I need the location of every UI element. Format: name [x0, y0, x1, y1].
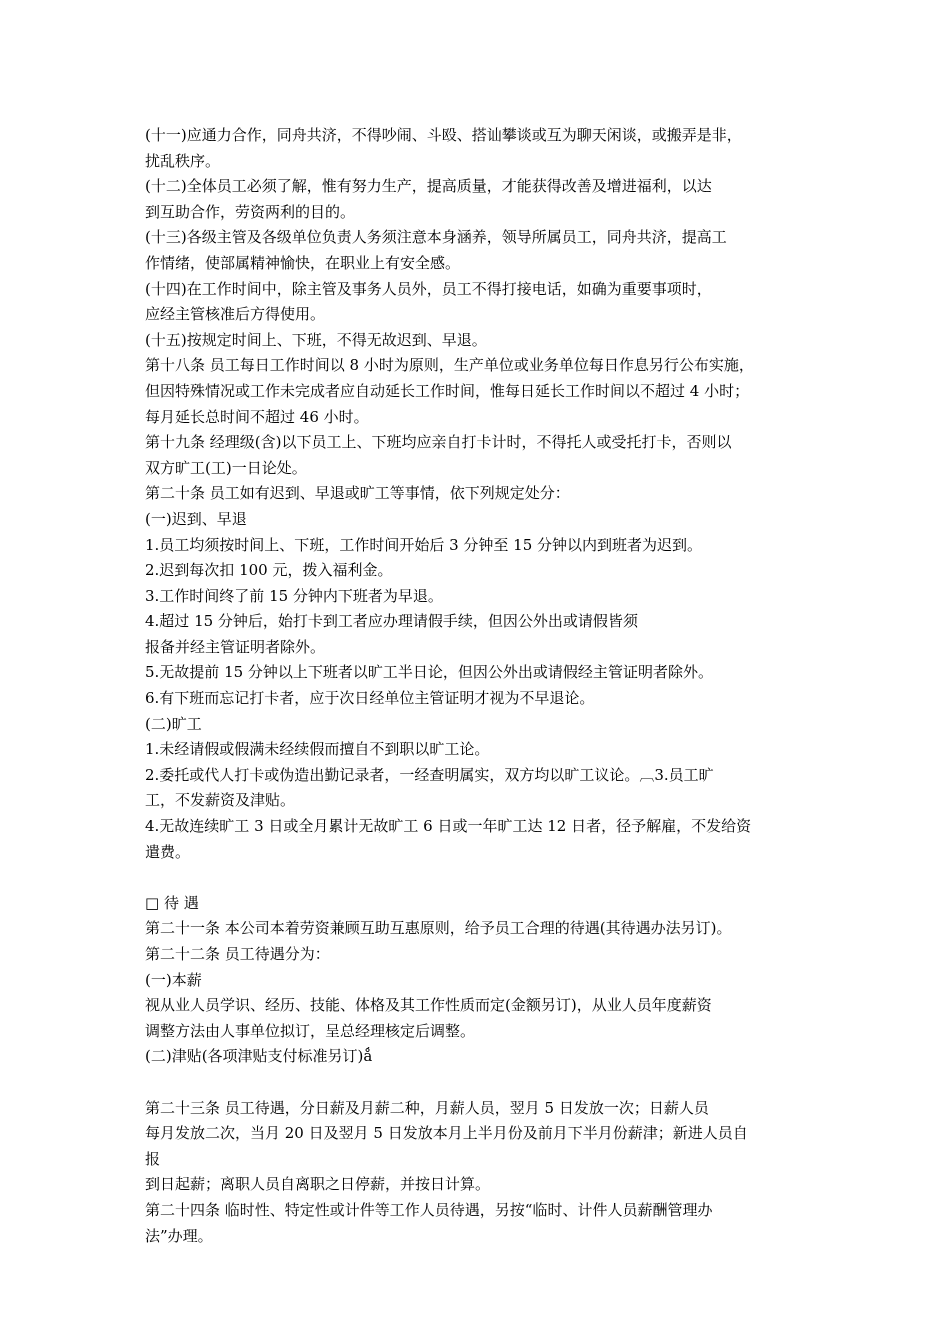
text-line: 2.迟到每次扣 100 元，拨入福利金。 — [145, 561, 393, 580]
text-line: 第二十二条 员工待遇分为： — [145, 945, 330, 963]
text-line: (一)本薪 — [145, 970, 202, 989]
text-line: (十四)在工作时间中，除主管及事务人员外，员工不得打接电话，如确为重要事项时， — [145, 279, 712, 298]
text-line: (二)津贴(各项津贴支付标准另订)ǻ — [145, 1047, 373, 1066]
text-line: 调整方法由人事单位拟订，呈总经理核定后调整。 — [145, 1021, 476, 1040]
section-heading: □ 待 遇 — [145, 893, 199, 912]
text-line: 到日起薪；离职人员自离职之日停薪，并按日计算。 — [145, 1175, 491, 1194]
text-line: 第二十条 员工如有迟到、早退或旷工等事情，依下列规定处分： — [145, 484, 570, 503]
text-line: 2.委托或代人打卡或伪造出勤记录者，一经查明属实，双方均以旷工议论。︹3.员工旷 — [145, 765, 714, 784]
text-line: 4.超过 15 分钟后，始打卡到工者应办理请假手续，但因公外出或请假皆须 — [145, 612, 638, 631]
text-line: 到互助合作，劳资两利的目的。 — [145, 202, 356, 221]
text-line: (十三)各级主管及各级单位负责人务须注意本身涵养，领导所属员工，同舟共济，提高工 — [145, 228, 727, 247]
text-line: 但因特殊情况或工作未完成者应自动延长工作时间，惟每日延长工作时间以不超过 4 小时； — [145, 381, 750, 400]
text-line: 第二十一条 本公司本着劳资兼顾互助互惠原则，给予员工合理的待遇(其待遇办法另订)。 — [145, 919, 732, 938]
text-block-payroll — [145, 1096, 825, 1250]
text-line: 第十九条 经理级(含)以下员工上、下班均应亲自打卡计时，不得托人或受托打卡，否则以 — [145, 433, 732, 452]
paragraph-spacer — [145, 865, 825, 891]
text-line: (十二)全体员工必须了解，惟有努力生产，提高质量，才能获得改善及增进福利，以达 — [145, 177, 712, 196]
text-line: 每月发放二次，当月 20 日及翌月 5 日发放本月上半月份及前月下半月份薪津；新进人员自 — [145, 1124, 748, 1143]
text-line: 第十八条 员工每日工作时间以 8 小时为原则，生产单位或业务单位每日作息另行公布实施， — [145, 356, 754, 375]
text-line: 报 — [145, 1149, 161, 1168]
text-line: 作情绪，使部属精神愉快，在职业上有安全感。 — [145, 253, 461, 272]
text-line: (十五)按规定时间上、下班，不得无故迟到、早退。 — [145, 330, 487, 349]
text-line: (十一)应通力合作，同舟共济，不得吵闹、斗殴、搭讪攀谈或互为聊天闲谈，或搬弄是非， — [145, 126, 742, 144]
text-line: 每月延长总时间不超过 46 小时。 — [145, 407, 369, 426]
text-line: 工，不发薪资及津贴。 — [145, 791, 296, 810]
text-line: 遣费。 — [145, 842, 191, 861]
text-line: 应经主管核准后方得使用。 — [145, 305, 326, 324]
text-line: (一)迟到、早退 — [145, 509, 247, 528]
text-line: 视从业人员学识、经历、技能、体格及其工作性质而定(金额另订)，从业人员年度薪资 — [145, 996, 712, 1015]
text-line: 1.未经请假或假满未经续假而擅自不到职以旷工论。 — [145, 740, 490, 759]
text-line: 6.有下班而忘记打卡者，应于次日经单位主管证明才视为不早退论。 — [145, 689, 595, 708]
text-line: 5.无故提前 15 分钟以上下班者以旷工半日论，但因公外出或请假经主管证明者除外。 — [145, 663, 713, 682]
text-line: 报备并经主管证明者除外。 — [145, 637, 326, 656]
text-block-attendance — [145, 123, 825, 865]
document-body — [145, 123, 825, 1249]
text-line: 4.无故连续旷工 3 日或全月累计无故旷工 6 日或一年旷工达 12 日者，径予解雇，不发给资 — [145, 817, 752, 836]
paragraph-spacer — [145, 1070, 825, 1096]
text-line: 法”办理。 — [145, 1226, 213, 1245]
text-line: 3.工作时间终了前 15 分钟内下班者为早退。 — [145, 586, 443, 605]
text-line: (二)旷工 — [145, 714, 202, 733]
text-line: 第二十三条 员工待遇，分日薪及月薪二种，月薪人员，翌月 5 日发放一次；日薪人员 — [145, 1098, 709, 1117]
text-line: 1.员工均须按时间上、下班，工作时间开始后 3 分钟至 15 分钟以内到班者为迟到。 — [145, 535, 703, 554]
text-block-compensation — [145, 891, 825, 1070]
text-line: 扰乱秩序。 — [145, 151, 221, 170]
text-line: 第二十四条 临时性、特定性或计件等工作人员待遇，另按“临时、计件人员薪酬管理办 — [145, 1200, 713, 1219]
text-line: 双方旷工(工)一日论处。 — [145, 458, 307, 477]
